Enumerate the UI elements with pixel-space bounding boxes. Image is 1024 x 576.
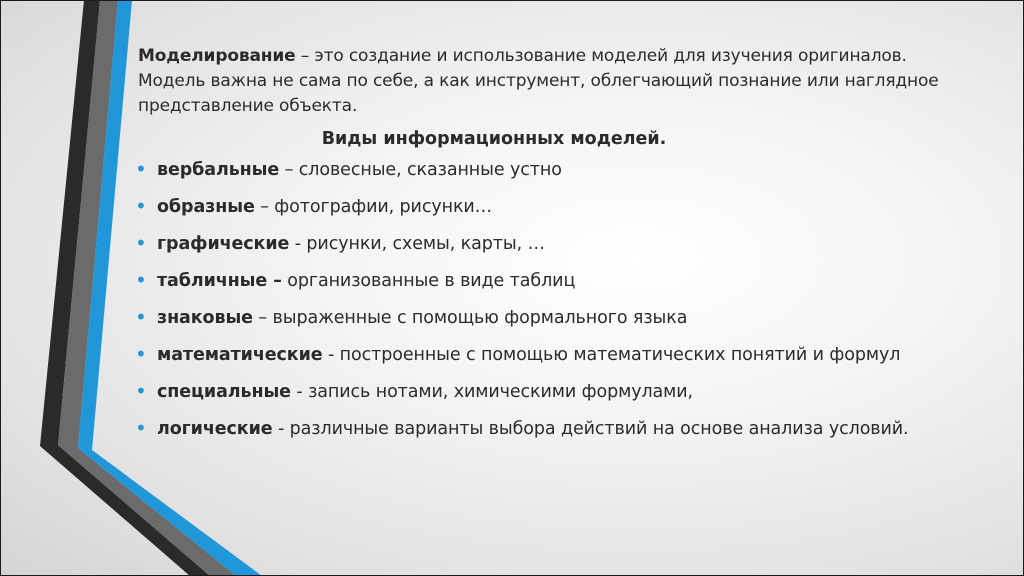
model-term: образные [157, 197, 255, 217]
model-desc: - рисунки, схемы, карты, … [289, 234, 545, 254]
slide-content [135, 44, 968, 454]
model-term: специальные [157, 382, 291, 402]
list-item [135, 268, 968, 294]
list-item [135, 416, 968, 442]
model-desc: – фотографии, рисунки… [254, 197, 493, 217]
intro-term: Моделирование [138, 46, 296, 66]
bullet-icon: • [135, 416, 147, 440]
section-heading: Виды информационных моделей. [321, 129, 667, 149]
list-item [135, 305, 968, 331]
model-types-list [135, 157, 968, 442]
bullet-icon: • [135, 305, 147, 329]
model-term: логические [157, 419, 273, 439]
model-desc: - различные варианты выбора действий на основе анализа условий. [272, 419, 909, 439]
intro-paragraph [138, 44, 968, 119]
list-item [135, 231, 968, 257]
bullet-icon: • [135, 268, 147, 292]
list-item [135, 194, 968, 220]
model-desc: – словесные, сказанные устно [279, 160, 562, 180]
model-desc: – выраженные с помощью формального языка [252, 308, 688, 328]
bullet-icon: • [135, 379, 147, 403]
model-desc: - построенные с помощью математических понятий и формул [322, 345, 901, 365]
model-term: табличные – [157, 271, 282, 291]
bullet-icon: • [135, 231, 147, 255]
model-desc: организованные в виде таблиц [281, 271, 576, 291]
bullet-icon: • [135, 194, 147, 218]
bullet-icon: • [135, 342, 147, 366]
model-term: графические [157, 234, 290, 254]
list-item [135, 342, 968, 368]
intro-text: – это создание и использование моделей для изучения оригиналов. Модель важна не сама по себе, а как инструмент, облегчающий познание или наглядное представление объекта. [138, 46, 939, 116]
bullet-icon: • [135, 157, 147, 181]
list-item [135, 157, 968, 183]
model-desc: - запись нотами, химическими формулами, [290, 382, 693, 402]
model-term: знаковые [157, 308, 253, 328]
list-item [135, 379, 968, 405]
model-term: вербальные [157, 160, 280, 180]
model-term: математические [157, 345, 323, 365]
